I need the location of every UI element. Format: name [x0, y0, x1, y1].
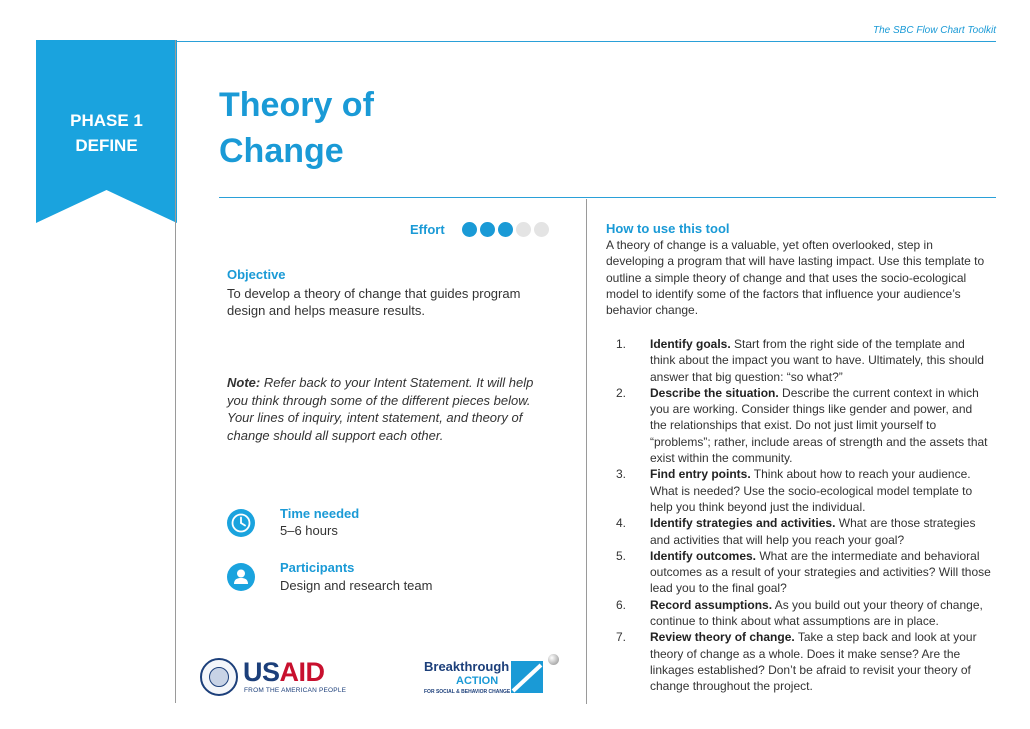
- title-divider: [219, 197, 996, 198]
- step-item: [606, 336, 991, 385]
- page-title: [219, 82, 374, 174]
- step-text: Take a step back and look at your theory of change as a whole. Does it make sense? Are the linkages established? Don’t be afraid to revisit your theory of change throughout the project.: [650, 630, 977, 694]
- step-number: 1.: [616, 337, 627, 351]
- step-text: Start from the right side of the template and think about the impact you want to have. Ultimately, this should answer that big question: “so what?”: [650, 337, 984, 384]
- note-text: [227, 374, 557, 444]
- step-title: Review theory of change.: [650, 630, 795, 645]
- phase-label: PHASE 1: [70, 111, 143, 130]
- how-to-heading: How to use this tool: [606, 221, 730, 236]
- step-number: 4.: [616, 516, 627, 531]
- breakthrough-logo-line2: ACTION: [456, 675, 499, 687]
- effort-dot: [480, 222, 495, 237]
- step-item: [606, 515, 991, 548]
- effort-dot: [498, 222, 513, 237]
- person-icon: [227, 563, 255, 591]
- step-number: 7.: [616, 630, 627, 645]
- step-item: [606, 385, 991, 466]
- step-title: Identify goals.: [650, 337, 731, 351]
- time-needed-heading: Time needed: [280, 506, 360, 521]
- step-number: 5.: [616, 548, 627, 563]
- step-title: Describe the situation.: [650, 385, 779, 400]
- usaid-seal-logo: [200, 658, 238, 696]
- usaid-tagline: FROM THE AMERICAN PEOPLE: [244, 687, 347, 694]
- column-divider: [586, 199, 587, 704]
- objective-heading: Objective: [227, 267, 286, 282]
- step-title: Identify outcomes.: [650, 548, 757, 563]
- step-text: What are those strategies and activities that will help you reach your goal?: [650, 516, 976, 547]
- step-item: [606, 548, 991, 597]
- time-needed-value: 5–6 hours: [280, 523, 338, 538]
- effort-rating: [462, 222, 549, 237]
- step-title: Record assumptions.: [650, 597, 773, 612]
- effort-dot: [462, 222, 477, 237]
- effort-dot: [534, 222, 549, 237]
- step-text: Think about how to reach your audience. What is needed? Use the socio-ecological model template to help you think beyond just the individual.: [650, 467, 973, 514]
- toolkit-header-title: The SBC Flow Chart Toolkit: [872, 25, 996, 36]
- step-number: 2.: [616, 385, 627, 400]
- participants-heading: Participants: [280, 560, 355, 575]
- stage-label: DEFINE: [75, 136, 138, 155]
- step-number: 6.: [616, 597, 627, 612]
- objective-text: To develop a theory of change that guides program design and helps measure results.: [227, 286, 521, 318]
- step-text: As you build out your theory of change, continue to think about what assumptions are in place.: [650, 597, 983, 629]
- step-title: Find entry points.: [650, 467, 751, 482]
- step-item: [606, 597, 991, 630]
- how-to-steps: [606, 336, 991, 695]
- breakthrough-logo-line1: Breakthrough: [424, 659, 510, 674]
- step-text: Describe the current context in which you are working. Consider things like gender and power, and the relationships that exist. Do not just limit yourself to “problems”; rather, include areas of strength and the assets that exist within the community.: [650, 385, 988, 466]
- effort-dot: [516, 222, 531, 237]
- participants-value: Design and research team: [280, 578, 433, 593]
- breakthrough-mark-icon: [511, 661, 543, 693]
- step-text: What are the intermediate and behavioral outcomes as a result of your strategies and activities? Will those lead you to the final goal?: [650, 548, 991, 596]
- how-to-intro: A theory of change is a valuable, yet often overlooked, step in developing a program that will have lasting impact. Use this template to outline a simple theory of change and that uses the socio-ecological model to identify some of the factors that influence your audience’s behavior change.: [606, 238, 985, 318]
- note-body: Refer back to your Intent Statement. It will help you think through some of the different pieces below. Your lines of inquiry, intent statement, and theory of change should all support each other.: [227, 375, 534, 443]
- effort-label: Effort: [410, 222, 445, 237]
- step-item: [606, 629, 991, 694]
- step-item: [606, 466, 991, 515]
- note-lead: Note:: [227, 375, 261, 390]
- breakthrough-logo-line3: FOR SOCIAL & BEHAVIOR CHANGE: [424, 689, 511, 695]
- usaid-logo: USAID: [243, 657, 325, 687]
- breakthrough-ball-icon: [548, 654, 559, 665]
- page-title-line1: Theory of: [219, 86, 374, 124]
- step-number: 3.: [616, 467, 627, 482]
- step-title: Identify strategies and activities.: [650, 516, 836, 531]
- phase-ribbon-label: [36, 108, 177, 158]
- page-title-line2: Change: [219, 132, 344, 170]
- top-divider: [175, 41, 996, 42]
- clock-icon: [227, 509, 255, 537]
- left-divider: [175, 40, 176, 703]
